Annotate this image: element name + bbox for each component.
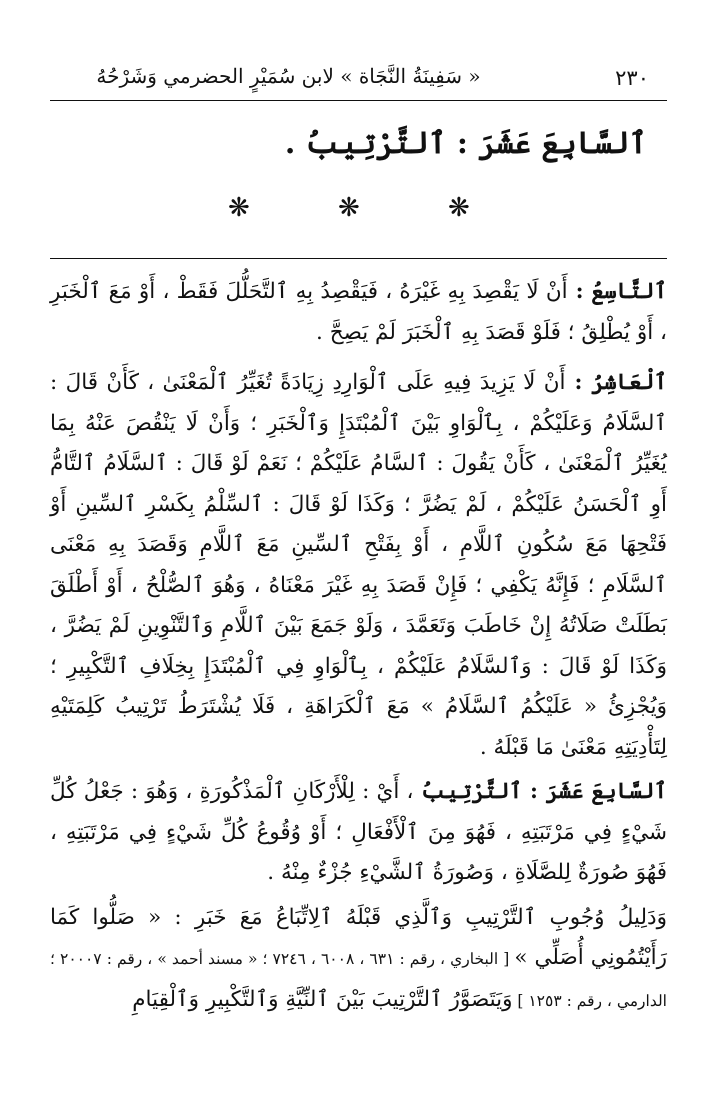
paragraph-text: أَنْ لَا يَقْصِدَ بِهِ غَيْرَهُ ، فَيَقْصِدُ بِهِ ٱلتَّحَلُّلَ فَقَطْ ، أَوْ مَعَ ٱلْخَبَرِ ، أَوْ يُطْلِقُ ؛ فَلَوْ قَصَدَ بِهِ ٱلْخَبَرَ لَمْ يَصِحَّ . — [50, 279, 667, 345]
paragraph-text: وَيَتَصَوَّرُ ٱلتَّرْتِيبَ بَيْنَ ٱلنِّيَّةِ وَٱلتَّكْبِيرِ وَٱلْقِيَامِ — [132, 986, 513, 1012]
paragraph-heading: ٱلسَّابِعَ عَشَرَ : ٱلتَّرْتِيبُ — [413, 779, 667, 804]
hadith-reference: [ البخاري ، رقم : ٦٣١ ، ٦٠٠٨ ، ٧٢٤٦ ؛ « مسند أحمد » ، رقم : ٢٠٠٠٧ ؛ الدارمي ، رقم : ١٢٥٣ ] — [50, 950, 667, 1010]
paragraph-text: ، أَيْ : لِلْأَرْكَانِ ٱلْمَذْكُورَةِ ، وَهُوَ : جَعْلُ كُلِّ شَيْءٍ فِي مَرْتَبَتِهِ ، فَهُوَ مِنَ ٱلْأَفْعَالِ ؛ أَوْ وُقُوعُ كُلِّ شَيْءٍ فِي مَرْتَبَتِهِ ، فَهُوَ صُورَةٌ لِلصَّلَاةِ ، وَصُورَةُ ٱلشَّيْءِ جُزْءٌ مِنْهُ . — [50, 779, 667, 885]
page-header — [48, 64, 669, 98]
matn-text: ٱلسَّابِعَ عَشَرَ : ٱلتَّرْتِيبُ . — [284, 126, 647, 161]
page-number: ٢٣٠ — [615, 66, 649, 90]
asterism-icon: ❋ — [338, 193, 360, 223]
star-separator — [0, 188, 717, 228]
paragraph-tenth — [50, 363, 667, 768]
header-rule — [50, 100, 667, 101]
paragraph-heading: ٱلْعَاشِرُ : — [565, 370, 667, 395]
asterism-icon: ❋ — [228, 193, 250, 223]
running-title: « سَفِينَةُ النَّجَاة » لابن سُمَيْرٍ الحضرمي وَشَرْحُهُ — [96, 64, 481, 88]
paragraph-text: أَنْ لَا يَزِيدَ فِيهِ عَلَى ٱلْوَارِدِ زِيَادَةً تُغَيِّرُ ٱلْمَعْنَىٰ ، كَأَنْ قَالَ : ٱلسَّلَامُ وَعَلَيْكُمْ ، بِٱلْوَاوِ بَيْنَ ٱلْمُبْتَدَإِ وَٱلْخَبَرِ ؛ وَأَنْ لَا يَنْقُصَ عَنْهُ بِمَا يُغَيِّرُ ٱلْمَعْنَىٰ ، كَأَنْ يَقُولَ : ٱلسَّامُ عَلَيْكُمْ ؛ نَعَمْ لَوْ قَالَ : ٱلسَّلَامُ ٱلتَّامُّ أَوِ ٱلْحَسَنُ عَلَيْكُمْ ، لَمْ يَضُرَّ ؛ وَكَذَا لَوْ قَالَ : ٱلسِّلْمُ بِكَسْرِ ٱلسِّينِ أَوْ فَتْحِهَا مَعَ سُكُونِ ٱللَّامِ ، أَوْ بِفَتْحِ ٱلسِّينِ مَعَ ٱللَّامِ وَقَصَدَ بِهِ مَعْنَى ٱلسَّلَامِ ؛ فَإِنَّهُ يَكْفِي ؛ فَإِنْ قَصَدَ بِهِ غَيْرَ مَعْنَاهُ ، وَهُوَ ٱلصُّلْحُ ، أَوْ أَطْلَقَ بَطَلَتْ صَلَاتُهُ إِنْ خَاطَبَ وَتَعَمَّدَ ، وَلَوْ جَمَعَ بَيْنَ ٱللَّامِ وَٱلتَّنْوِينِ لَمْ يَضُرَّ ، وَكَذَا لَوْ قَالَ : وَٱلسَّلَامُ عَلَيْكُمْ ، بِٱلْوَاوِ فِي ٱلْمُبْتَدَإِ بِخِلَافِ ٱلتَّكْبِيرِ ؛ وَيُجْزِئُ « عَلَيْكُمُ ٱلسَّلَامُ » مَعَ ٱلْكَرَاهَةِ ، فَلَا يُشْتَرَطُ تَرْتِيبُ كَلِمَتَيْهِ لِتَأْدِيَتِهِ مَعْنَىٰ مَا قَبْلَهُ . — [50, 370, 667, 760]
commentary-body — [50, 272, 667, 1025]
paragraph-heading: ٱلتَّاسِعُ : — [567, 279, 667, 304]
paragraph-ninth — [50, 272, 667, 353]
paragraph-evidence — [50, 898, 667, 1022]
matn-commentary-divider — [50, 258, 667, 259]
asterism-icon: ❋ — [448, 193, 470, 223]
paragraph-seventeenth — [50, 772, 667, 894]
paragraph-text: وَدَلِيلُ وُجُوبِ ٱلتَّرْتِيبِ وَٱلَّذِي قَبْلَهُ ٱلِاتِّبَاعُ مَعَ خَبَرِ : « صَلُّوا كَمَا رَأَيْتُمُونِي أُصَلِّي » — [50, 904, 667, 970]
